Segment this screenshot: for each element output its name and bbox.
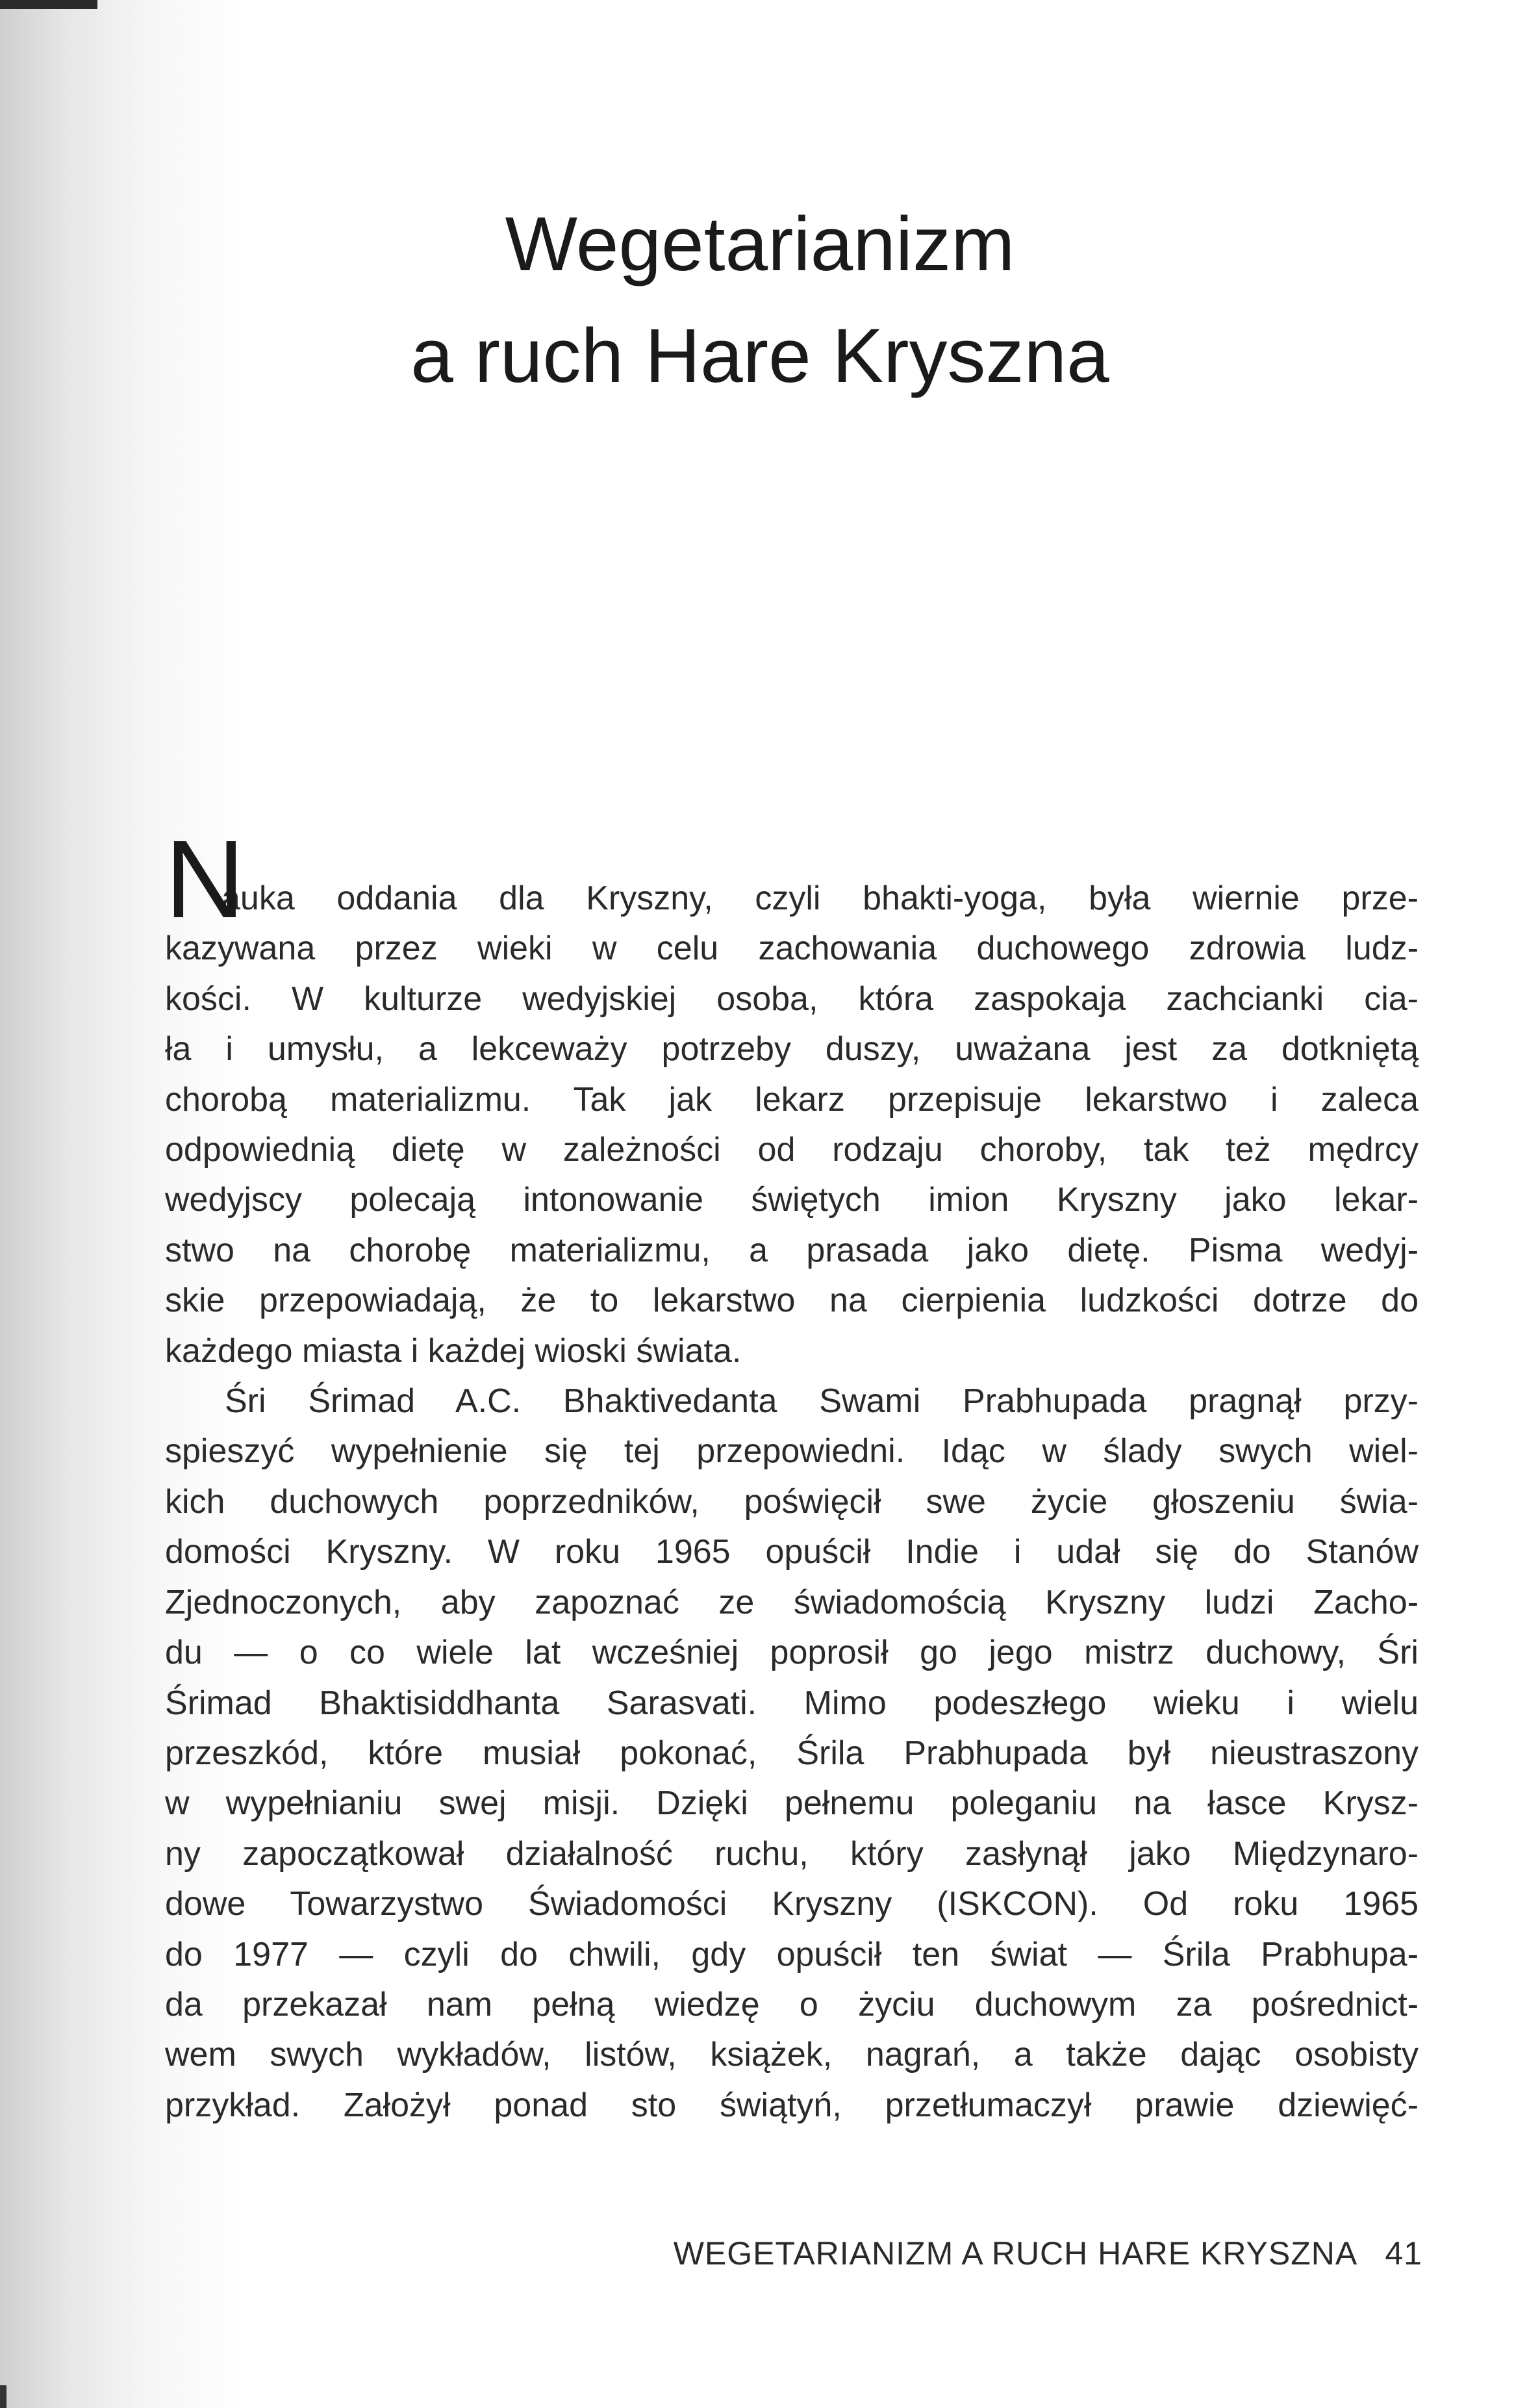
paragraph-line: przykład. Założył ponad sto świątyń, przetłumaczył prawie dziewięć-	[165, 2086, 1419, 2124]
paragraph-line: dowe Towarzystwo Świadomości Kryszny (ISKCON). Od roku 1965	[165, 1885, 1419, 1923]
line-text: auka oddania dla Kryszny, czyli bhakti-yoga, była wiernie prze-	[221, 880, 1419, 917]
scan-edge-mark	[0, 0, 97, 9]
paragraph-line: odpowiednią dietę w zależności od rodzaju choroby, tak też mędrcy	[165, 1131, 1419, 1169]
chapter-title	[325, 188, 1195, 412]
page-number: 41	[1385, 2235, 1422, 2272]
running-title: WEGETARIANIZM A RUCH HARE KRYSZNA	[673, 2235, 1356, 2272]
paragraph-line: da przekazał nam pełną wiedzę o życiu duchowym za pośrednict-	[165, 1985, 1419, 2023]
paragraph-line: kazywana przez wieki w celu zachowania duchowego zdrowia ludz-	[165, 930, 1419, 968]
body-text	[165, 818, 1419, 2131]
paragraph-line: w wypełnianiu swej misji. Dzięki pełnemu poleganiu na łasce Krysz-	[165, 1784, 1419, 1823]
paragraph-line: wem swych wykładów, listów, książek, nagrań, a także dając osobisty	[165, 2036, 1419, 2074]
paragraph-line: Śrimad Bhaktisiddhanta Sarasvati. Mimo podeszłego wieku i wielu	[165, 1684, 1419, 1722]
paragraph-line: Zjednoczonych, aby zapoznać ze świadomością Kryszny ludzi Zacho-	[165, 1583, 1419, 1621]
paragraph-line: spieszyć wypełnienie się tej przepowiedni. Idąc w ślady swych wiel-	[165, 1432, 1419, 1471]
drop-cap: N	[165, 818, 245, 941]
paragraph-line: kich duchowych poprzedników, poświęcił swe życie głoszeniu świa-	[165, 1482, 1419, 1521]
paragraph-line: przeszkód, które musiał pokonać, Śrila Prabhupada był nieustraszony	[165, 1734, 1419, 1772]
paragraph-line: wedyjscy polecają intonowanie świętych imion Kryszny jako lekar-	[165, 1181, 1419, 1219]
paragraph-line: ła i umysłu, a lekceważy potrzeby duszy, uważana jest za dotkniętą	[165, 1030, 1419, 1069]
page-footer	[630, 2235, 1422, 2272]
paragraph-line: chorobą materializmu. Tak jak lekarz przepisuje lekarstwo i zaleca	[165, 1080, 1419, 1119]
paragraph-1	[165, 818, 1419, 1376]
scan-edge-mark-bottom	[0, 2385, 6, 2408]
paragraph-line: ny zapoczątkował działalność ruchu, który zasłynął jako Międzynaro-	[165, 1834, 1419, 1873]
chapter-title-line-2: a ruch Hare Kryszna	[410, 313, 1109, 399]
paragraph-line: skie przepowiadają, że to lekarstwo na cierpienia ludzkości dotrze do	[165, 1282, 1419, 1320]
paragraph-line: du — o co wiele lat wcześniej poprosił go jego mistrz duchowy, Śri	[165, 1634, 1419, 1672]
paragraph-2	[165, 1376, 1419, 2131]
paragraph-line	[165, 818, 1419, 941]
paragraph-line: kości. W kulturze wedyjskiej osoba, która zaspokaja zachcianki cia-	[165, 980, 1419, 1018]
paragraph-line: Śri Śrimad A.C. Bhaktivedanta Swami Prabhupada pragnął przy-	[225, 1382, 1419, 1421]
chapter-title-line-1: Wegetarianizm	[505, 201, 1015, 287]
paragraph-line: stwo na chorobę materializmu, a prasada jako dietę. Pisma wedyj-	[165, 1231, 1419, 1269]
paragraph-line: każdego miasta i każdej wioski świata.	[165, 1332, 742, 1370]
paragraph-line: domości Kryszny. W roku 1965 opuścił Indie i udał się do Stanów	[165, 1533, 1419, 1571]
paragraph-line: do 1977 — czyli do chwili, gdy opuścił ten świat — Śrila Prabhupa-	[165, 1935, 1419, 1973]
